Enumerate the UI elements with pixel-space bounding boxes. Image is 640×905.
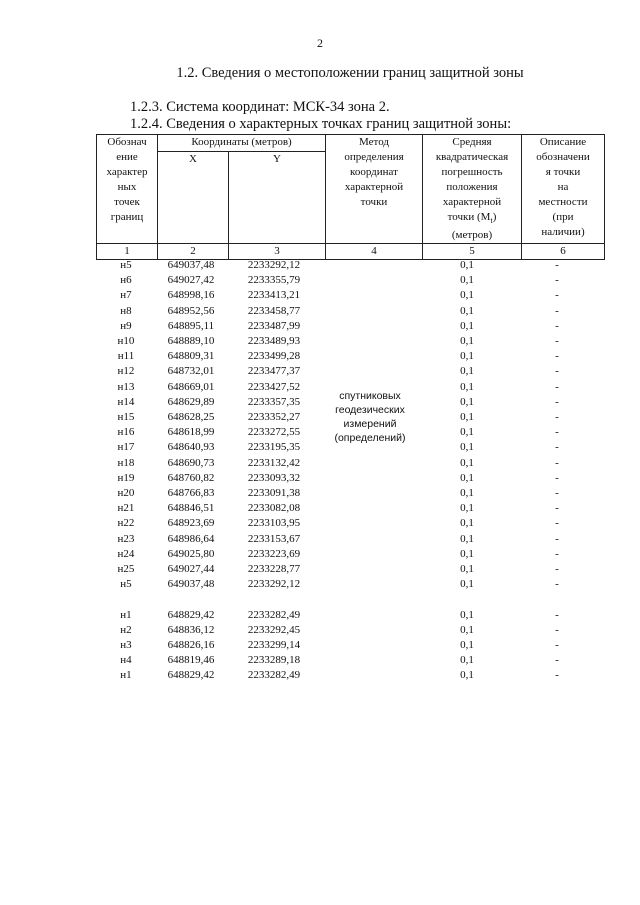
mean-error: 0,1	[460, 502, 474, 515]
point-name: н22	[117, 517, 135, 530]
point-description: -	[555, 395, 559, 408]
coord-y: 2233228,77	[247, 563, 301, 575]
table-row	[96, 532, 598, 547]
point-name: н3	[120, 639, 132, 651]
points-heading: 1.2.4. Сведения о характерных точках границ защитной зоны:	[130, 116, 512, 132]
table-row	[96, 501, 598, 516]
coord-y: 2233093,32	[247, 471, 301, 484]
points-table-header	[96, 134, 605, 260]
coord-y: 2233272,55	[247, 426, 301, 439]
point-name: н9	[120, 319, 132, 332]
point-name: н1	[120, 608, 132, 621]
mean-error: 0,1	[460, 426, 474, 439]
coord-x: 648618,99	[167, 426, 215, 439]
point-description: -	[555, 274, 559, 287]
coord-x: 648923,69	[167, 517, 215, 530]
coord-x: 648826,16	[167, 639, 215, 651]
table-row	[96, 380, 598, 395]
coord-x: 648836,12	[167, 623, 215, 636]
point-name: н14	[117, 395, 135, 408]
coord-y: 2233357,35	[247, 395, 301, 408]
mean-error: 0,1	[460, 654, 474, 667]
points-table-body	[96, 258, 598, 698]
point-name: н8	[120, 304, 132, 317]
point-name: н17	[117, 441, 135, 454]
coord-x: 648846,51	[167, 502, 215, 515]
mean-error: 0,1	[460, 441, 474, 454]
coord-x: 648640,93	[167, 441, 215, 454]
mean-error: 0,1	[460, 608, 474, 621]
table-row	[96, 364, 598, 379]
method-cell: спутниковых геодезических измерений (определений)	[334, 390, 406, 444]
mean-error: 0,1	[460, 289, 474, 302]
coord-x: 649037,48	[167, 578, 215, 591]
mean-error: 0,1	[460, 487, 474, 499]
header-coordinates-group: Координаты (метров)	[158, 135, 326, 152]
point-description: -	[555, 319, 559, 332]
coord-x: 648690,73	[167, 456, 215, 469]
coord-x: 648829,42	[167, 669, 215, 682]
point-name: н18	[117, 456, 135, 469]
table-row	[96, 288, 598, 303]
coord-x: 649027,42	[167, 274, 215, 287]
coord-x: 648629,89	[167, 395, 215, 408]
header-num-2: 2	[158, 244, 229, 260]
mean-error: 0,1	[460, 365, 474, 378]
mean-error: 0,1	[460, 259, 474, 271]
header-col-description: Описание обозначени я точки на местности (при наличии)	[522, 135, 605, 244]
coord-x: 648986,64	[167, 532, 215, 545]
point-name: н5	[120, 578, 132, 591]
coord-x: 648889,10	[167, 335, 215, 347]
mean-error: 0,1	[460, 532, 474, 545]
mean-error: 0,1	[460, 471, 474, 484]
page-number: 2	[317, 36, 323, 50]
mean-error: 0,1	[460, 274, 474, 287]
table-row	[96, 425, 598, 440]
coord-y: 2233082,08	[247, 502, 301, 515]
table-row	[96, 547, 598, 562]
coord-y: 2233292,45	[247, 623, 301, 636]
point-name: н19	[117, 471, 135, 484]
point-name: н21	[117, 502, 135, 515]
coord-x: 648819,46	[167, 654, 215, 667]
coord-x: 649037,48	[167, 259, 215, 271]
point-description: -	[555, 426, 559, 439]
table-row	[96, 486, 598, 501]
coord-y: 2233352,27	[247, 411, 301, 423]
coord-y: 2233289,18	[247, 654, 301, 667]
mean-error: 0,1	[460, 456, 474, 469]
point-description: -	[555, 411, 559, 423]
point-description: -	[555, 380, 559, 393]
mean-error: 0,1	[460, 350, 474, 363]
coord-y: 2233499,28	[247, 350, 301, 363]
coord-y: 2233299,14	[247, 639, 301, 651]
coord-system-line: 1.2.3. Система координат: МСК-34 зона 2.	[130, 99, 390, 115]
table-row	[96, 668, 598, 683]
point-name: н11	[117, 350, 135, 363]
point-description: -	[555, 365, 559, 378]
coord-y: 2233132,42	[247, 456, 301, 469]
table-row	[96, 638, 598, 653]
header-col-method: Метод определения координат характерной точки	[326, 135, 423, 244]
coord-y: 2233489,93	[247, 335, 301, 347]
point-description: -	[555, 669, 559, 682]
point-description: -	[555, 639, 559, 651]
mean-error: 0,1	[460, 335, 474, 347]
mean-error: 0,1	[460, 517, 474, 530]
coord-y: 2233427,52	[247, 380, 301, 393]
point-description: -	[555, 350, 559, 363]
coord-y: 2233487,99	[247, 319, 301, 332]
table-row	[96, 273, 598, 288]
mean-error: 0,1	[460, 639, 474, 651]
coord-y: 2233195,35	[247, 441, 301, 454]
coord-y: 2233091,38	[247, 487, 301, 499]
mean-error: 0,1	[460, 395, 474, 408]
point-name: н16	[117, 426, 135, 439]
point-description: -	[555, 456, 559, 469]
table-row	[96, 608, 598, 623]
mean-error: 0,1	[460, 623, 474, 636]
header-col-y: Y	[229, 151, 326, 244]
table-row	[96, 516, 598, 531]
coord-x: 648760,82	[167, 471, 215, 484]
mean-error: 0,1	[460, 547, 474, 560]
point-name: н7	[120, 289, 132, 302]
coord-x: 648809,31	[167, 350, 215, 363]
coord-y: 2233292,12	[247, 259, 301, 271]
coord-x: 648952,56	[167, 304, 215, 317]
point-description: -	[555, 578, 559, 591]
point-name: н10	[117, 335, 135, 347]
point-description: -	[555, 654, 559, 667]
coord-y: 2233413,21	[247, 289, 301, 302]
header-num-4: 4	[326, 244, 423, 260]
coord-x: 649025,80	[167, 547, 215, 560]
mean-error: 0,1	[460, 578, 474, 591]
coord-x: 648628,25	[167, 411, 215, 423]
coord-y: 2233153,67	[247, 532, 301, 545]
table-row	[96, 395, 598, 410]
point-description: -	[555, 608, 559, 621]
table-row	[96, 410, 598, 425]
mean-error: 0,1	[460, 319, 474, 332]
point-description: -	[555, 335, 559, 347]
coord-x: 648829,42	[167, 608, 215, 621]
point-description: -	[555, 623, 559, 636]
point-description: -	[555, 517, 559, 530]
point-name: н25	[117, 563, 135, 575]
point-description: -	[555, 532, 559, 545]
coord-y: 2233355,79	[247, 274, 301, 287]
mean-error: 0,1	[460, 563, 474, 575]
point-description: -	[555, 259, 559, 271]
point-name: н13	[117, 380, 135, 393]
coord-x: 648998,16	[167, 289, 215, 302]
coord-y: 2233458,77	[247, 304, 301, 317]
coord-x: 648669,01	[167, 380, 215, 393]
table-row	[96, 349, 598, 364]
table-row	[96, 653, 598, 668]
table-row	[96, 577, 598, 592]
point-description: -	[555, 441, 559, 454]
coord-x: 649027,44	[167, 563, 215, 575]
point-name: н4	[120, 654, 132, 667]
point-name: н1	[120, 669, 132, 682]
point-name: н12	[117, 365, 135, 378]
point-description: -	[555, 563, 559, 575]
point-description: -	[555, 547, 559, 560]
mean-error: 0,1	[460, 304, 474, 317]
header-num-1: 1	[97, 244, 158, 260]
header-num-5: 5	[423, 244, 522, 260]
section-title: 1.2. Сведения о местоположении границ защитной зоны	[176, 65, 524, 81]
point-name: н5	[120, 259, 132, 271]
point-name: н6	[120, 274, 132, 287]
point-description: -	[555, 289, 559, 302]
point-name: н20	[117, 487, 135, 499]
mean-error: 0,1	[460, 380, 474, 393]
coord-x: 648895,11	[167, 319, 215, 332]
point-name: н23	[117, 532, 135, 545]
table-row	[96, 258, 598, 273]
mean-error: 0,1	[460, 669, 474, 682]
table-row	[96, 334, 598, 349]
header-num-3: 3	[229, 244, 326, 260]
table-row	[96, 471, 598, 486]
point-description: -	[555, 304, 559, 317]
header-col-x: X	[158, 151, 229, 244]
table-row	[96, 440, 598, 455]
table-row	[96, 562, 598, 577]
table-row	[96, 319, 598, 334]
coord-y: 2233223,69	[247, 547, 301, 560]
coord-x: 648766,83	[167, 487, 215, 499]
coord-x: 648732,01	[167, 365, 215, 378]
coord-y: 2233292,12	[247, 578, 301, 591]
coord-y: 2233282,49	[247, 608, 301, 621]
point-name: н24	[117, 547, 135, 560]
point-description: -	[555, 471, 559, 484]
header-col-error: Средняя квадратическая погрешность положения характерной точки $(M_t)$ (метров)	[423, 135, 522, 244]
point-name: н15	[117, 411, 135, 423]
table-row	[96, 304, 598, 319]
table-row	[96, 456, 598, 471]
coord-y: 2233103,95	[247, 517, 301, 530]
table-row	[96, 623, 598, 638]
point-description: -	[555, 502, 559, 515]
header-col-designation: Обознач ение характер ных точек границ	[97, 135, 158, 244]
mean-error: 0,1	[460, 411, 474, 423]
header-num-6: 6	[522, 244, 605, 260]
coord-y: 2233282,49	[247, 669, 301, 682]
point-name: н2	[120, 623, 132, 636]
point-description: -	[555, 487, 559, 499]
coord-y: 2233477,37	[247, 365, 301, 378]
